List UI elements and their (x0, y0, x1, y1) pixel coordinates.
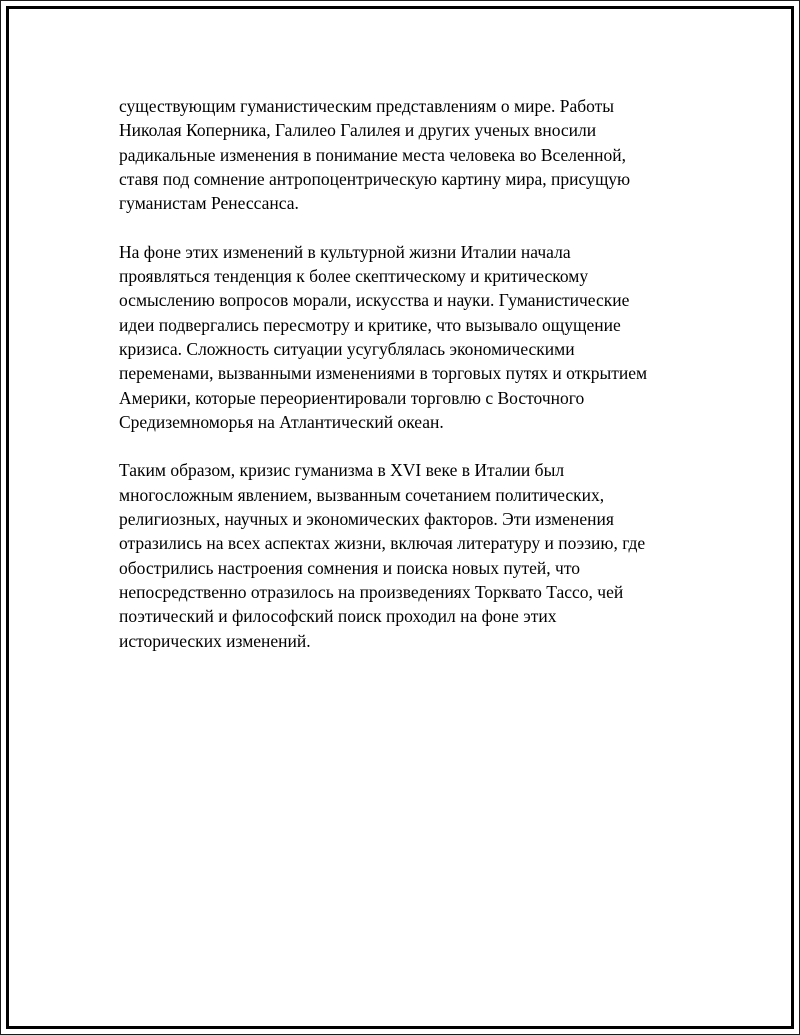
text-line: Николая Коперника, Галилео Галилея и других ученых вносили (119, 120, 597, 141)
paragraph-2 (119, 240, 689, 434)
text-line: существующим гуманистическим представлениям о мире. Работы (119, 96, 615, 116)
text-line: Таким образом, кризис гуманизма в XVI веке в Италии был (119, 460, 565, 481)
paragraph-3 (119, 458, 689, 652)
text-line: отразились на всех аспектах жизни, включая литературу и поэзию, где (119, 533, 646, 554)
text-line: идеи подвергались пересмотру и критике, что вызывало ощущение (119, 314, 621, 335)
text-line: ставя под сомнение антропоцентрическую картину мира, присущую (119, 168, 631, 189)
text-line: религиозных, научных и экономических факторов. Эти изменения (119, 509, 614, 530)
text-line: Средиземноморья на Атлантический океан. (119, 411, 444, 432)
text-line: обострились настроения сомнения и поиска новых путей, что (119, 557, 580, 578)
text-line: гуманистам Ренессанса. (119, 193, 299, 214)
text-line: многосложным явлением, вызванным сочетанием политических, (119, 484, 605, 505)
text-line: Америки, которые переориентировали торговлю с Восточного (119, 387, 585, 408)
text-line: поэтический и философский поиск проходил на фоне этих (119, 606, 557, 627)
text-line: кризиса. Сложность ситуации усугублялась экономическими (119, 338, 575, 359)
text-line: радикальные изменения в понимание места человека во Вселенной, (119, 144, 626, 165)
text-line: На фоне этих изменений в культурной жизни Италии начала (119, 241, 571, 262)
text-line: проявляться тенденция к более скептическому и критическому (119, 266, 589, 287)
text-line: исторических изменений. (119, 630, 311, 651)
text-line: осмыслению вопросов морали, искусства и науки. Гуманистические (119, 290, 630, 311)
text-line: непосредственно отразилось на произведениях Торквато Тассо, чей (119, 581, 624, 602)
document-body (119, 94, 689, 653)
paragraph-1 (119, 94, 689, 215)
text-line: переменами, вызванными изменениями в торговых путях и открытием (119, 363, 648, 384)
